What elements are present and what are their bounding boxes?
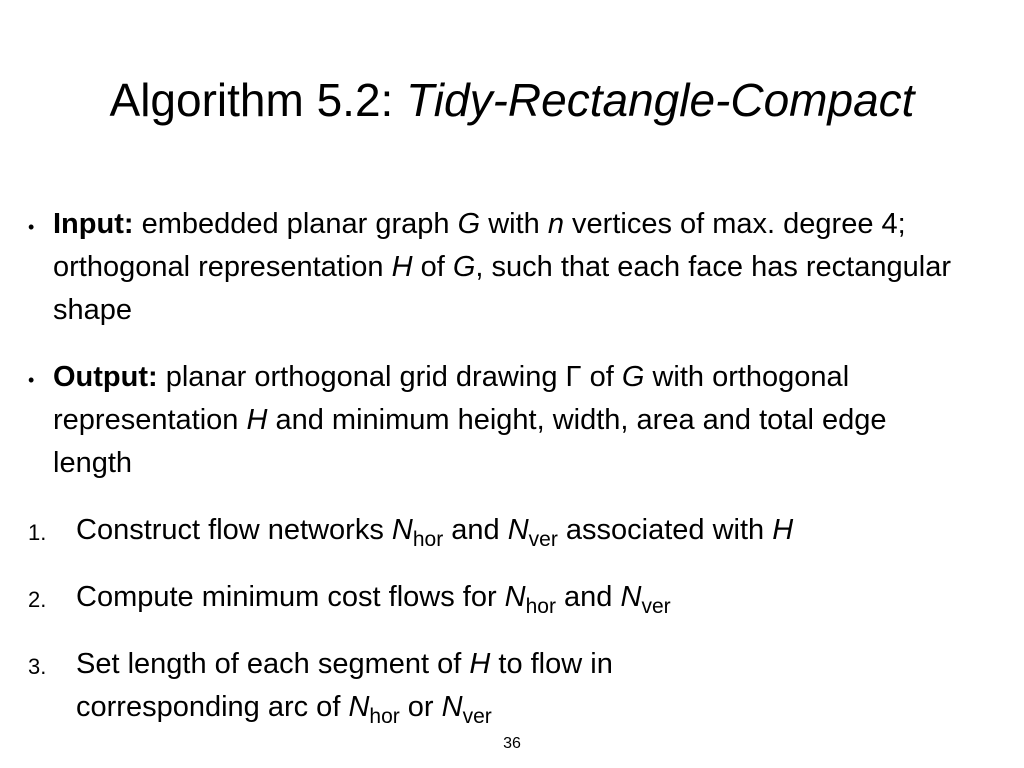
text-run: and minimum height, width, area and total edge length bbox=[53, 404, 887, 479]
output-description bbox=[53, 356, 973, 485]
text-run: hor bbox=[412, 528, 444, 551]
text-run: N bbox=[441, 691, 463, 723]
title-prefix: Algorithm 5.2: bbox=[109, 74, 407, 126]
text-run: associated with bbox=[557, 514, 773, 546]
text-run: 3. bbox=[28, 654, 47, 679]
text-run: planar orthogonal grid drawing Γ of bbox=[157, 361, 622, 393]
text-run: Set length of each segment of bbox=[76, 648, 470, 680]
text-run: • bbox=[28, 217, 35, 237]
bullet-input bbox=[28, 203, 34, 249]
text-run: hor bbox=[369, 705, 400, 728]
text-run: vertices of max. degree 4; orthogonal representation bbox=[53, 208, 906, 283]
algorithm-name: Tidy-Rectangle-Compact bbox=[406, 74, 915, 126]
text-run: Output: bbox=[53, 361, 158, 393]
text-run: G bbox=[452, 251, 476, 283]
text-run: ver bbox=[462, 705, 492, 728]
text-run: Construct flow networks bbox=[76, 514, 392, 546]
text-run: hor bbox=[525, 595, 556, 618]
text-run: Input: bbox=[53, 208, 134, 240]
input-description bbox=[53, 203, 973, 332]
text-run: N bbox=[620, 581, 642, 613]
text-run: • bbox=[28, 370, 35, 390]
text-run: of bbox=[412, 251, 453, 283]
step-2-number bbox=[28, 577, 46, 621]
text-run: H bbox=[246, 404, 268, 436]
text-run: G bbox=[621, 361, 645, 393]
text-run: and bbox=[443, 514, 508, 546]
text-run: H bbox=[772, 514, 794, 546]
text-run: 1. bbox=[28, 520, 47, 545]
bullet-output bbox=[28, 356, 34, 402]
text-run: 2. bbox=[28, 587, 47, 612]
step-1 bbox=[76, 509, 996, 552]
page-number: 36 bbox=[503, 735, 521, 752]
text-run: N bbox=[507, 514, 529, 546]
step-1-number bbox=[28, 510, 46, 554]
text-run: N bbox=[391, 514, 413, 546]
text-run: embedded planar graph bbox=[133, 208, 458, 240]
text-run: N bbox=[348, 691, 370, 723]
text-run: , such that each face has rectangular shape bbox=[53, 251, 951, 326]
text-run: and bbox=[555, 581, 621, 613]
text-run: ver bbox=[641, 595, 671, 618]
step-2 bbox=[76, 576, 996, 619]
text-run: N bbox=[504, 581, 526, 613]
text-run: ver bbox=[528, 528, 558, 551]
slide-title bbox=[0, 72, 1024, 128]
text-run: with bbox=[480, 208, 548, 240]
text-run: to flow in corresponding arc of bbox=[76, 648, 613, 723]
text-run: H bbox=[469, 648, 491, 680]
text-run: H bbox=[391, 251, 413, 283]
text-run: Compute minimum cost flows for bbox=[76, 581, 505, 613]
step-3-number bbox=[28, 644, 46, 688]
text-run: n bbox=[547, 208, 564, 240]
step-3 bbox=[76, 643, 776, 729]
text-run: with orthogonal representation bbox=[53, 361, 850, 436]
text-run: or bbox=[399, 691, 442, 723]
text-run: G bbox=[457, 208, 481, 240]
